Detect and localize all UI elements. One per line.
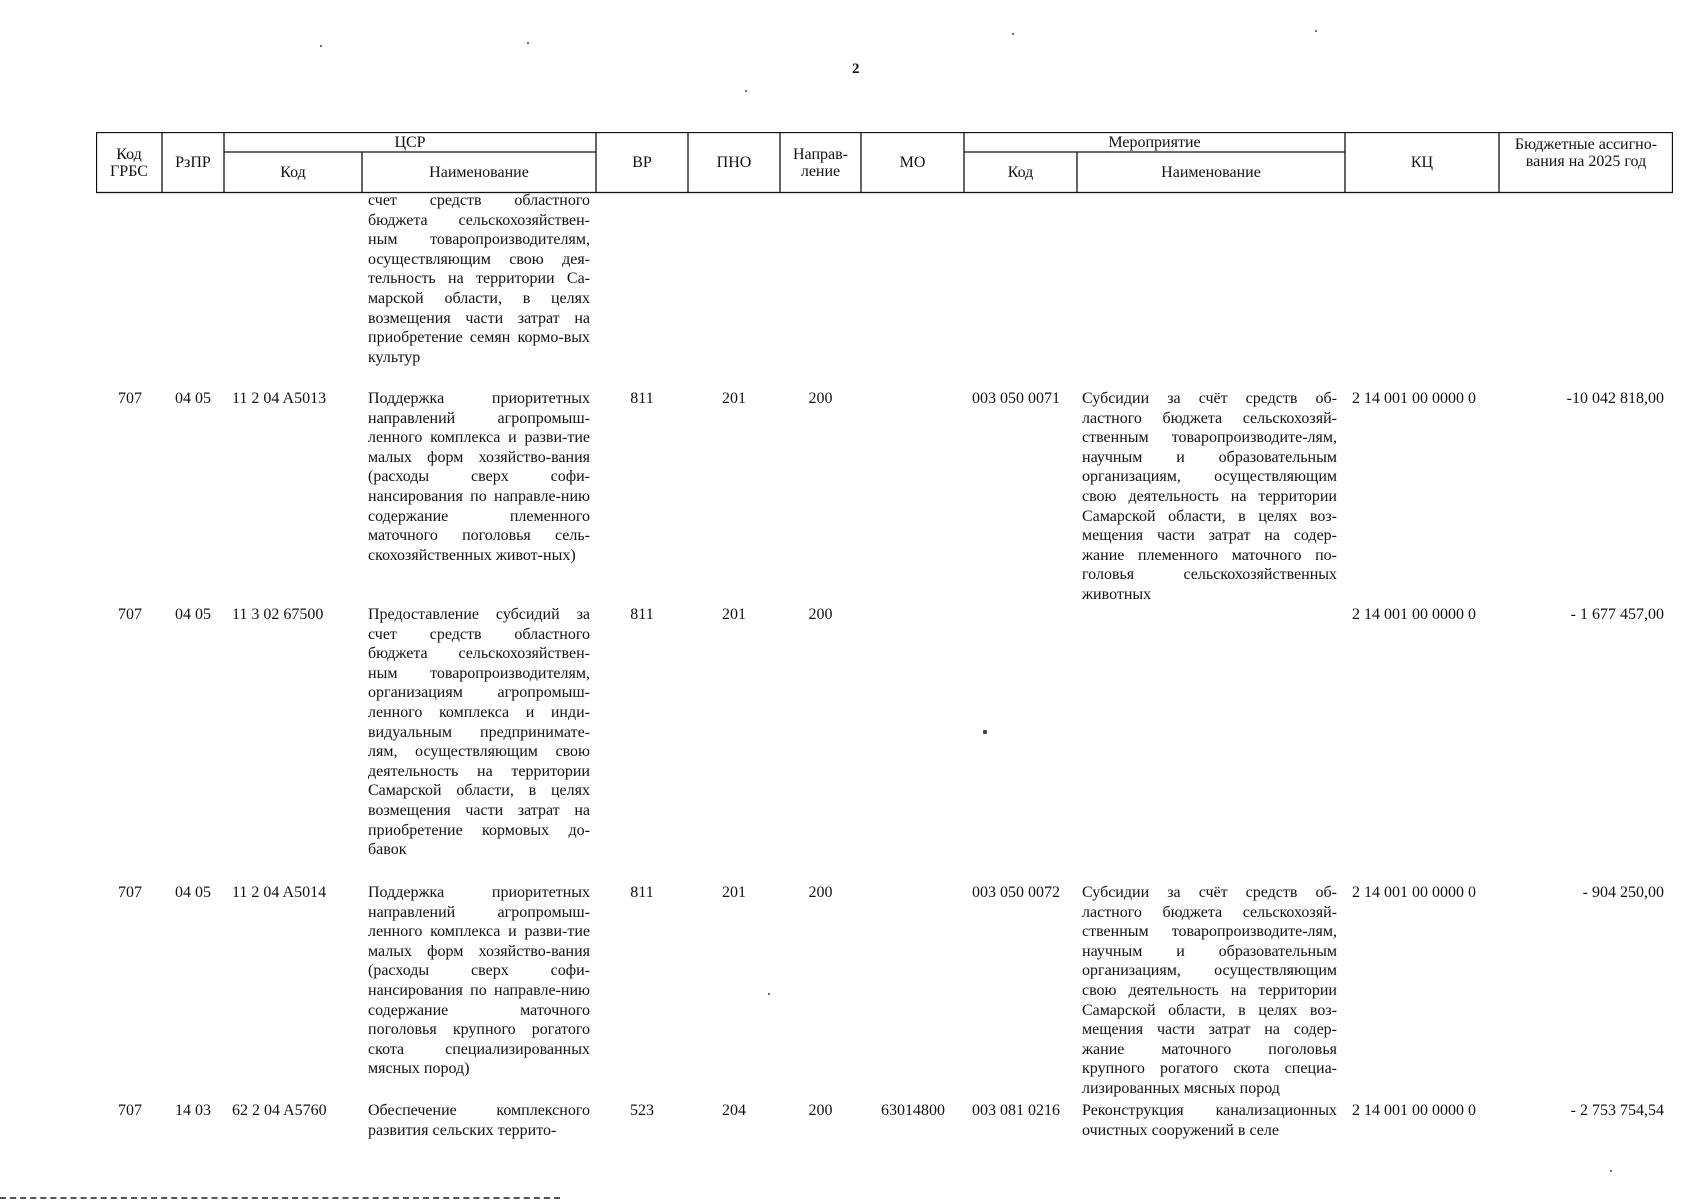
scan-speck (1610, 1170, 1612, 1172)
table-row-4-kc: 2 14 001 00 0000 0 (1352, 1102, 1476, 1119)
table-row-1-rzpr: 04 05 (175, 390, 211, 407)
table-row-4-event-name: Реконструкция канализационных очистных сооружений в селе (1082, 1102, 1337, 1139)
table-row-3-csr-kod: 11 2 04 A5014 (232, 884, 327, 901)
header-csr: ЦСР (394, 133, 426, 151)
table-row-1-event-name: Субсидии за счёт средств об-ластного бюджета сельскохозяй-ственным товаропроизводите-лям, научным и образовательным организациям, осуществляющим свою деятельность на территории Самарской области, в целях воз-мещения части затрат на содер-жание племенного маточного по-головья сельскохозяйственных животных (1082, 390, 1337, 603)
table-row-4-dir: 200 (808, 1102, 833, 1119)
table-row-4-pno: 204 (722, 1102, 746, 1119)
table-row-2-csr-name: Предоставление субсидий за счет средств областного бюджета сельскохозяйствен-ным товаропроизводителям, организациям агропромыш-ленного комплекса и инди-видуальным предпринимате-лям, осуществляющим свою деятельность на территории Самарской области, в целях возмещения части затрат на приобретение кормовых до-бавок (368, 606, 590, 859)
table-row-1-pno: 201 (722, 390, 746, 407)
table-row-1-amount: -10 042 818,00 (1566, 390, 1664, 407)
table-row-1-csr-name: Поддержка приоритетных направлений агропромыш-ленного комплекса и разви-тие малых форм хозяйство-вания (расходы сверх софи-нансирования по направле-нию содержание племенного маточного поголовья сель-скохозяйственных живот-ных) (368, 390, 590, 564)
scan-speck (745, 90, 747, 92)
table-row-4-csr-name: Обеспечение комплексного развития сельских террито- (368, 1102, 590, 1139)
scan-speck (983, 730, 987, 734)
header-budget: Бюджетные ассигно-вания на 2025 год (1514, 136, 1658, 170)
table-row-3-grbs: 707 (118, 884, 142, 901)
table-row-4-grbs: 707 (118, 1102, 142, 1119)
header-csr-kod: Код (280, 164, 306, 181)
table-row-2-amount: - 1 677 457,00 (1570, 606, 1664, 623)
table-header (96, 132, 1673, 192)
table-row-1-vr: 811 (630, 390, 654, 407)
header-kod-grbs: Код ГРБС (110, 146, 148, 180)
header-rzpr: РзПР (175, 154, 211, 171)
header-pno: ПНО (716, 154, 752, 171)
table-row-2-csr-kod: 11 3 02 67500 (232, 606, 324, 623)
header-event-kod: Код (1007, 164, 1034, 181)
table-row-3-kc: 2 14 001 00 0000 0 (1352, 884, 1476, 901)
table-row-3-pno: 201 (722, 884, 746, 901)
table-row-3-amount: - 904 250,00 (1582, 884, 1664, 901)
table-row-2-rzpr: 04 05 (175, 606, 211, 623)
scan-speck (527, 42, 529, 44)
table-row-1-dir: 200 (808, 390, 833, 407)
table-row-1-grbs: 707 (118, 390, 142, 407)
table-row-2-vr: 811 (630, 606, 654, 623)
table-row-3-dir: 200 (808, 884, 833, 901)
bottom-cut-line (0, 1197, 560, 1199)
table-row-2-pno: 201 (722, 606, 746, 623)
table-row-2-grbs: 707 (118, 606, 142, 623)
table-row-4-vr: 523 (630, 1102, 654, 1119)
scan-speck (320, 45, 322, 47)
scan-speck (1012, 33, 1014, 35)
scan-speck (768, 993, 770, 995)
table-row-3-csr-name: Поддержка приоритетных направлений агропромыш-ленного комплекса и разви-тие малых форм хозяйство-вания (расходы сверх софи-нансирования по направле-нию содержание маточного поголовья крупного рогатого скота специализированных мясных пород) (368, 884, 590, 1078)
table-row-4-amount: - 2 753 754,54 (1570, 1102, 1664, 1119)
table-row-4-rzpr: 14 03 (175, 1102, 211, 1119)
table-row-3-vr: 811 (630, 884, 654, 901)
header-direction: Направ-ление (793, 146, 848, 180)
header-vr: ВР (632, 154, 652, 171)
page-number: 2 (852, 61, 860, 77)
header-mo: МО (899, 154, 926, 171)
scan-speck (1315, 30, 1317, 32)
table-row-2-dir: 200 (808, 606, 833, 623)
table-row-3-event-kod: 003 050 0072 (972, 884, 1060, 901)
header-event: Мероприятие (1108, 133, 1201, 151)
table-row-4-csr-kod: 62 2 04 A5760 (232, 1102, 327, 1119)
table-row-4-mo: 63014800 (881, 1102, 945, 1119)
header-event-name: Наименование (1161, 164, 1261, 181)
table-row-2-kc: 2 14 001 00 0000 0 (1352, 606, 1476, 623)
table-row-1-csr-kod: 11 2 04 A5013 (232, 390, 327, 407)
table-row-3-rzpr: 04 05 (175, 884, 211, 901)
table-row-3-event-name: Субсидии за счёт средств об-ластного бюджета сельскохозяй-ственным товаропроизводите-лям, научным и образовательным организациям, осуществляющим свою деятельность на территории Самарской области, в целях воз-мещения части затрат на содер-жание маточного поголовья крупного рогатого скота специа-лизированных мясных пород (1082, 884, 1337, 1097)
table-row-1-kc: 2 14 001 00 0000 0 (1352, 390, 1476, 407)
table-row-0-csr-name: счет средств областного бюджета сельскохозяйствен-ным товаропроизводителям, осуществляющим свою дея-тельность на территории Са-марской области, в целях возмещения части затрат на приобретение семян кормо-вых культур (368, 192, 590, 366)
table-row-1-event-kod: 003 050 0071 (972, 390, 1060, 407)
header-csr-name: Наименование (429, 164, 529, 181)
header-kc: КЦ (1410, 154, 1434, 171)
table-row-4-event-kod: 003 081 0216 (972, 1102, 1060, 1119)
